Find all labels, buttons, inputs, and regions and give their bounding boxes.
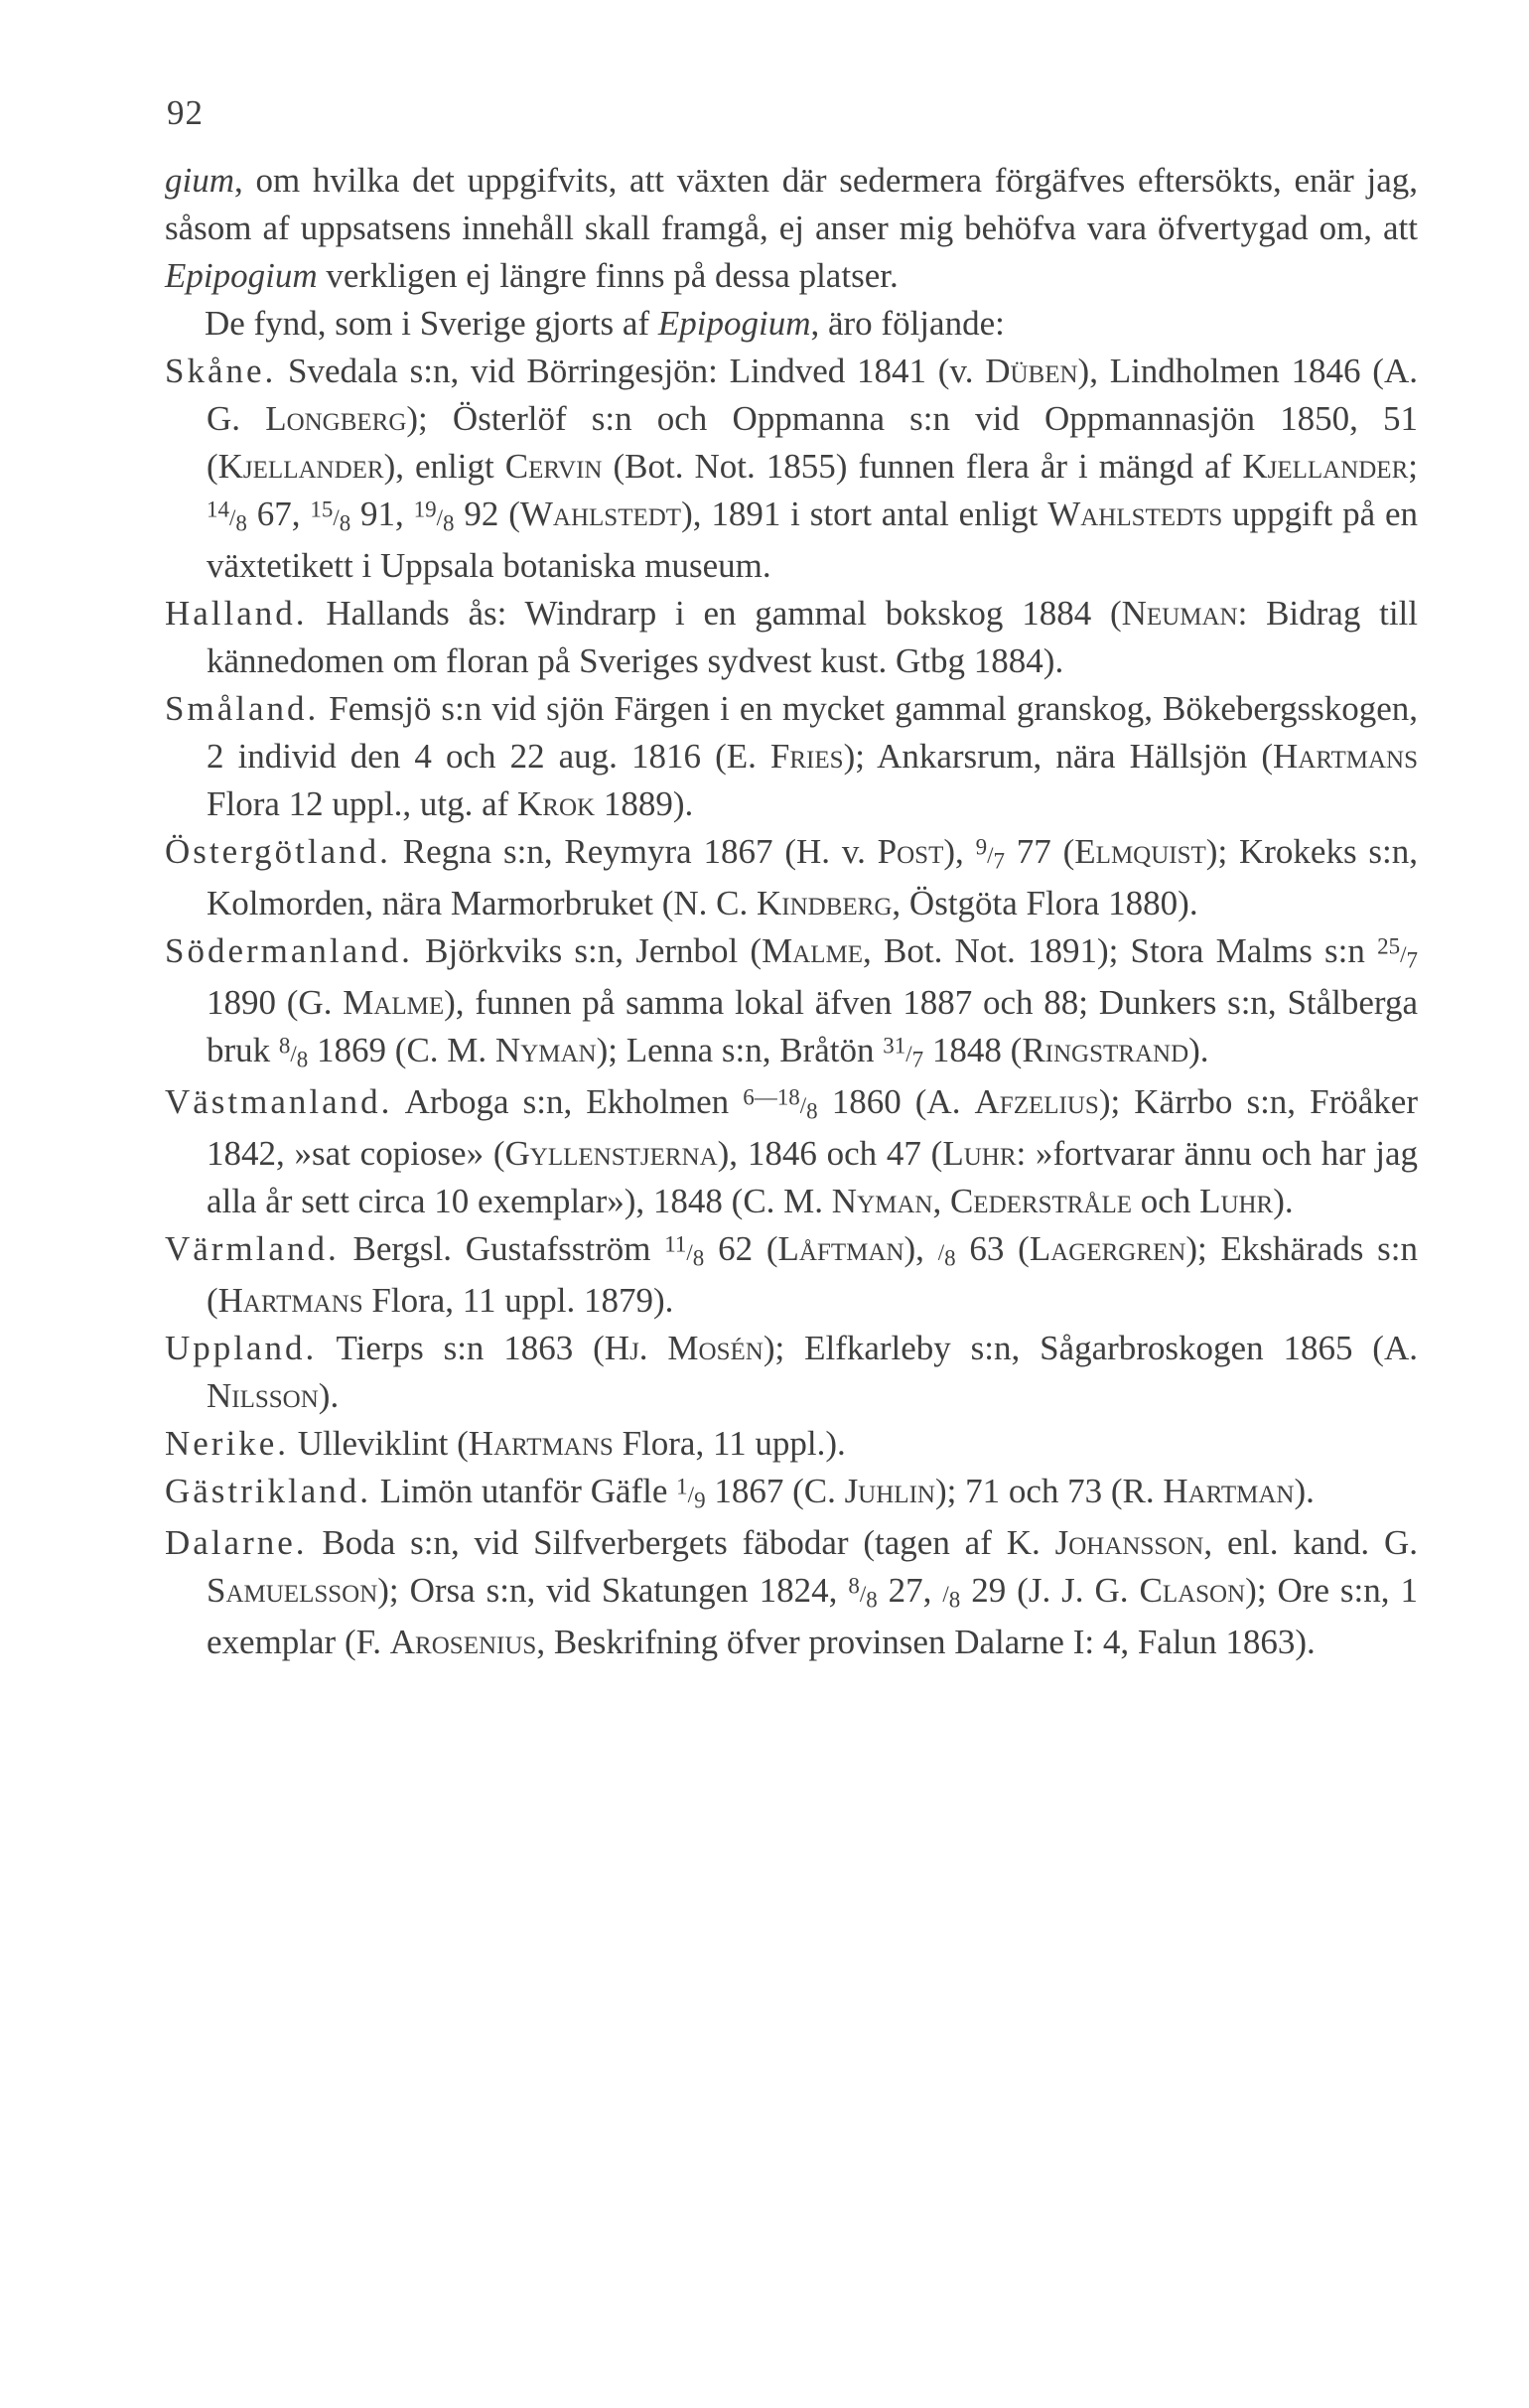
text-run: Femsjö s:n vid sjön Färgen i en mycket gammal granskog, Bökebergsskogen, 2 individ den 4 och 22 aug. 1816 (E. (207, 689, 1418, 776)
fraction-numerator: 6—18 (743, 1084, 800, 1110)
collector-name: Fries (769, 737, 844, 776)
collector-name: Låftman (777, 1229, 904, 1268)
text-run: 1848 ( (923, 1031, 1023, 1069)
fraction-numerator: 25 (1377, 933, 1401, 959)
text-run: Hallands ås: Windrarp i en gammal bokskog 1884 ( (307, 594, 1122, 633)
collector-name: Elmquist (1074, 832, 1206, 871)
province-entry-sodermanland (165, 927, 1418, 1078)
collector-name: Kjellander (1242, 447, 1409, 486)
fraction-denominator: 8 (235, 510, 247, 536)
fraction-numerator: 1 (676, 1474, 688, 1499)
date-fraction: $^8/_8$ (278, 1033, 309, 1072)
text-run: , Beskrifning öfver provinsen Dalarne I: 4, Falun 1863). (536, 1623, 1316, 1661)
collector-name: Cervin (504, 447, 603, 486)
text-run: ), (904, 1229, 938, 1268)
date-fraction: $/_8$ (942, 1582, 961, 1613)
province-entry-ostergotland (165, 828, 1418, 927)
text-run: ). (1188, 1031, 1209, 1069)
fraction-denominator: 8 (339, 510, 351, 536)
province-entry-nerike (165, 1420, 1418, 1468)
collector-name: Luhr (942, 1134, 1017, 1173)
collector-name: Hartmans (468, 1424, 614, 1463)
text-run: verkligen ej längre finns på dessa platser. (317, 256, 899, 295)
collector-name: Hartmans (1272, 737, 1418, 776)
province-entry-uppland (165, 1325, 1418, 1420)
fraction-denominator: 8 (806, 1098, 818, 1124)
text-run: Flora, 11 uppl. 1879). (362, 1281, 674, 1320)
province-name: Skåne. (165, 352, 277, 390)
genus-name: Epipogium (657, 304, 811, 343)
collector-name: Wahlstedt (519, 495, 682, 533)
text-run: Flora 12 uppl., utg. af (207, 784, 518, 823)
fraction-denominator: 7 (993, 848, 1005, 874)
fraction-numerator: 14 (207, 496, 229, 522)
fraction-denominator: 8 (692, 1245, 705, 1271)
fraction-denominator: 7 (911, 1047, 924, 1072)
text-run: 67, (246, 495, 311, 533)
text-run: ); Elfkarleby s:n, Sågarbroskogen 1865 (A. (763, 1329, 1418, 1367)
genus-name: Epipogium (165, 256, 318, 295)
fraction-denominator: 8 (443, 510, 455, 536)
collector-name: Luhr (1199, 1182, 1274, 1220)
text-run: Bergsl. Gustafsström (339, 1229, 665, 1268)
text-run: ), funnen på samma lokal äfven 1887 och 88; Dunkers s:n, Stålberga bruk (207, 983, 1418, 1069)
genus-fragment: gium (165, 161, 234, 200)
text-run: ), enligt (383, 447, 505, 486)
fraction-denominator: 8 (944, 1245, 956, 1271)
fraction-denominator: 8 (866, 1587, 878, 1613)
collector-name: Düben (985, 352, 1078, 390)
fraction-numerator: 11 (664, 1231, 687, 1257)
page-number: 92 (167, 93, 204, 132)
collector-name: Neuman (1121, 594, 1238, 633)
text-run: Arboga s:n, Ekholmen (392, 1082, 744, 1121)
text-run: 63 ( (955, 1229, 1030, 1268)
text-run: 62 ( (704, 1229, 778, 1268)
text-run: ); Kärrbo s:n, Fröåker 1842, »sat copiose» ( (207, 1082, 1418, 1173)
fraction-denominator: 7 (1406, 947, 1418, 973)
collector-name: Hj. Mosén (604, 1329, 764, 1367)
province-entry-skane (165, 348, 1418, 590)
fraction-denominator: 8 (296, 1047, 309, 1072)
fraction-numerator: 8 (278, 1033, 291, 1059)
date-fraction: $^8/_8$ (848, 1573, 878, 1613)
text-run: Svedala s:n, vid Börringesjön: Lindved 1841 (v. (276, 352, 986, 390)
text-run: 77 ( (1004, 832, 1075, 871)
collector-name: Longberg (265, 399, 407, 438)
province-name: Nerike. (165, 1424, 289, 1463)
text-run: 1889). (595, 784, 694, 823)
collector-name: Ringstrand (1022, 1031, 1189, 1069)
intro-paragraph (165, 157, 1418, 300)
fraction-denominator: 9 (694, 1487, 706, 1513)
text-run: 1890 (G. (207, 983, 344, 1022)
text-run: ); Ankarsrum, nära Hällsjön ( (843, 737, 1273, 776)
text-run: 1860 (A. (817, 1082, 975, 1121)
date-fraction: $^{14}/_8$ (207, 496, 247, 536)
text-run: och (1132, 1182, 1200, 1220)
collector-name: Hartman (1163, 1472, 1295, 1510)
text-run: ). (318, 1376, 340, 1415)
province-entry-dalarne (165, 1519, 1418, 1666)
text-run: 92 ( (454, 495, 520, 533)
text-run: 29 (J. J. G. (960, 1571, 1140, 1610)
province-name: Småland. (165, 689, 320, 728)
text-run: , enl. kand. G. (1203, 1523, 1418, 1562)
collector-name: Cederstråle (949, 1182, 1133, 1220)
text-run: Boda s:n, vid Silfverbergets fäbodar (tagen af K. (307, 1523, 1055, 1562)
collector-name: Juhlin (844, 1472, 935, 1510)
collector-name: Malme (762, 931, 864, 970)
collector-name: Afzelius (974, 1082, 1099, 1121)
text-run: 1867 (C. (705, 1472, 845, 1510)
collector-name: Malme (343, 983, 445, 1022)
text-run: ). (1294, 1472, 1315, 1510)
text-run: ). (1273, 1182, 1294, 1220)
text-run: (Bot. Not. 1855) funnen flera år i mängd af (602, 447, 1243, 486)
collector-name: Kindberg (757, 884, 893, 922)
text-run: Limön utanför Gäfle (371, 1472, 677, 1510)
fraction-numerator: 8 (848, 1573, 860, 1599)
text-run: ); Orsa s:n, vid Skatungen 1824, (377, 1571, 849, 1610)
date-fraction: $^{19}/_8$ (413, 496, 455, 536)
province-name: Uppland. (165, 1329, 318, 1367)
text-run: 1869 (C. M. (308, 1031, 495, 1069)
text-run: ); Krokeks s:n, Kolmorden, nära Marmorbruket (N. C. (207, 832, 1419, 922)
text-run: ), (943, 832, 976, 871)
text-run: , (932, 1182, 950, 1220)
text-run: Björkviks s:n, Jernbol ( (412, 931, 763, 970)
text-run: 27, (877, 1571, 943, 1610)
province-name: Halland. (165, 594, 308, 633)
collector-name: Arosenius (389, 1623, 537, 1661)
text-run: ); Ore s:n, 1 exemplar (F. (207, 1571, 1418, 1661)
collector-name: Krok (517, 784, 596, 823)
text-run: ), Lindholmen 1846 (A. G. (207, 352, 1418, 438)
text-run: ); 71 och 73 (R. (934, 1472, 1164, 1510)
province-entry-varmland (165, 1225, 1418, 1325)
province-name: Södermanland. (165, 931, 413, 970)
fraction-numerator: 9 (975, 834, 988, 860)
body-text (165, 157, 1418, 1666)
text-run: ); Lenna s:n, Bråtön (596, 1031, 884, 1069)
province-entry-smaland (165, 685, 1418, 828)
collector-name: Nyman (831, 1182, 933, 1220)
text-run: ), 1891 i stort antal enligt (681, 495, 1048, 533)
collector-name: Samuelsson (207, 1571, 378, 1610)
province-entry-gastrikland (165, 1468, 1418, 1519)
collector-name: Post (877, 832, 944, 871)
date-fraction: $^{11}/_8$ (664, 1231, 705, 1271)
text-run: ); Ekshärads s:n ( (207, 1229, 1419, 1320)
findings-intro (165, 300, 1418, 348)
date-fraction: $/_8$ (937, 1240, 956, 1271)
text-run: ), 1846 och 47 ( (717, 1134, 943, 1173)
text-run: ); Österlöf s:n och Oppmanna s:n vid Oppmannasjön 1850, 51 ( (207, 399, 1418, 486)
collector-name: Nilsson (207, 1376, 319, 1415)
fraction-numerator: 19 (413, 496, 437, 522)
text-run: Regna s:n, Reymyra 1867 (H. v. (390, 832, 878, 871)
collector-name: Clason (1139, 1571, 1246, 1610)
text-run: 91, (350, 495, 414, 533)
date-fraction: $^{31}/_7$ (883, 1033, 924, 1072)
collector-name: Kjellander (217, 447, 384, 486)
province-entry-halland (165, 590, 1418, 685)
collector-name: Lagergren (1029, 1229, 1186, 1268)
text-run: Flora, 11 uppl.). (613, 1424, 846, 1463)
date-fraction: $^9/_7$ (975, 834, 1005, 874)
province-name: Västmanland. (165, 1082, 393, 1121)
province-name: Östergötland. (165, 832, 391, 871)
collector-name: Wahlstedts (1047, 495, 1223, 533)
text-run: : »fortvarar ännu och har jag alla år sett circa 10 exemplar»), 1848 (C. M. (207, 1134, 1418, 1220)
collector-name: Johansson (1054, 1523, 1204, 1562)
text-run: Ulleviklint ( (288, 1424, 469, 1463)
text-run: , Östgöta Flora 1880). (892, 884, 1198, 922)
text-run: , Bot. Not. 1891); Stora Malms s:n (863, 931, 1378, 970)
text-run: Tierps s:n 1863 ( (317, 1329, 605, 1367)
text-run: De fynd, som i Sverige gjorts af (205, 304, 658, 343)
text-run: , äro följande: (810, 304, 1005, 343)
collector-name: Nyman (494, 1031, 597, 1069)
date-fraction: $^{25}/_7$ (1377, 933, 1418, 973)
date-fraction: $^{6—18}/_8$ (743, 1084, 818, 1124)
province-name: Dalarne. (165, 1523, 308, 1562)
province-name: Gästrikland. (165, 1472, 372, 1510)
date-fraction: $^{15}/_8$ (310, 496, 351, 536)
fraction-numerator: 31 (883, 1033, 906, 1059)
fraction-numerator: 15 (310, 496, 334, 522)
collector-name: Hartmans (217, 1281, 363, 1320)
date-fraction: $^1/_9$ (676, 1474, 706, 1513)
text-run: uppgift på en växtetikett i Uppsala botaniska museum. (207, 495, 1419, 585)
collector-name: Gyllenstjerna (504, 1134, 718, 1173)
text-run: , om hvilka det uppgifvits, att växten där sedermera förgäfves eftersökts, enär jag, såsom af uppsatsens innehåll skall framgå, ej anser mig behöfva vara öfvertygad om, att (165, 161, 1418, 247)
province-name: Värmland. (165, 1229, 340, 1268)
province-entry-vastmanland (165, 1078, 1418, 1225)
text-run: : Bidrag till kännedomen om floran på Sveriges sydvest kust. Gtbg 1884). (207, 594, 1418, 680)
fraction-denominator: 8 (948, 1587, 961, 1613)
text-run: ; (1408, 447, 1418, 486)
